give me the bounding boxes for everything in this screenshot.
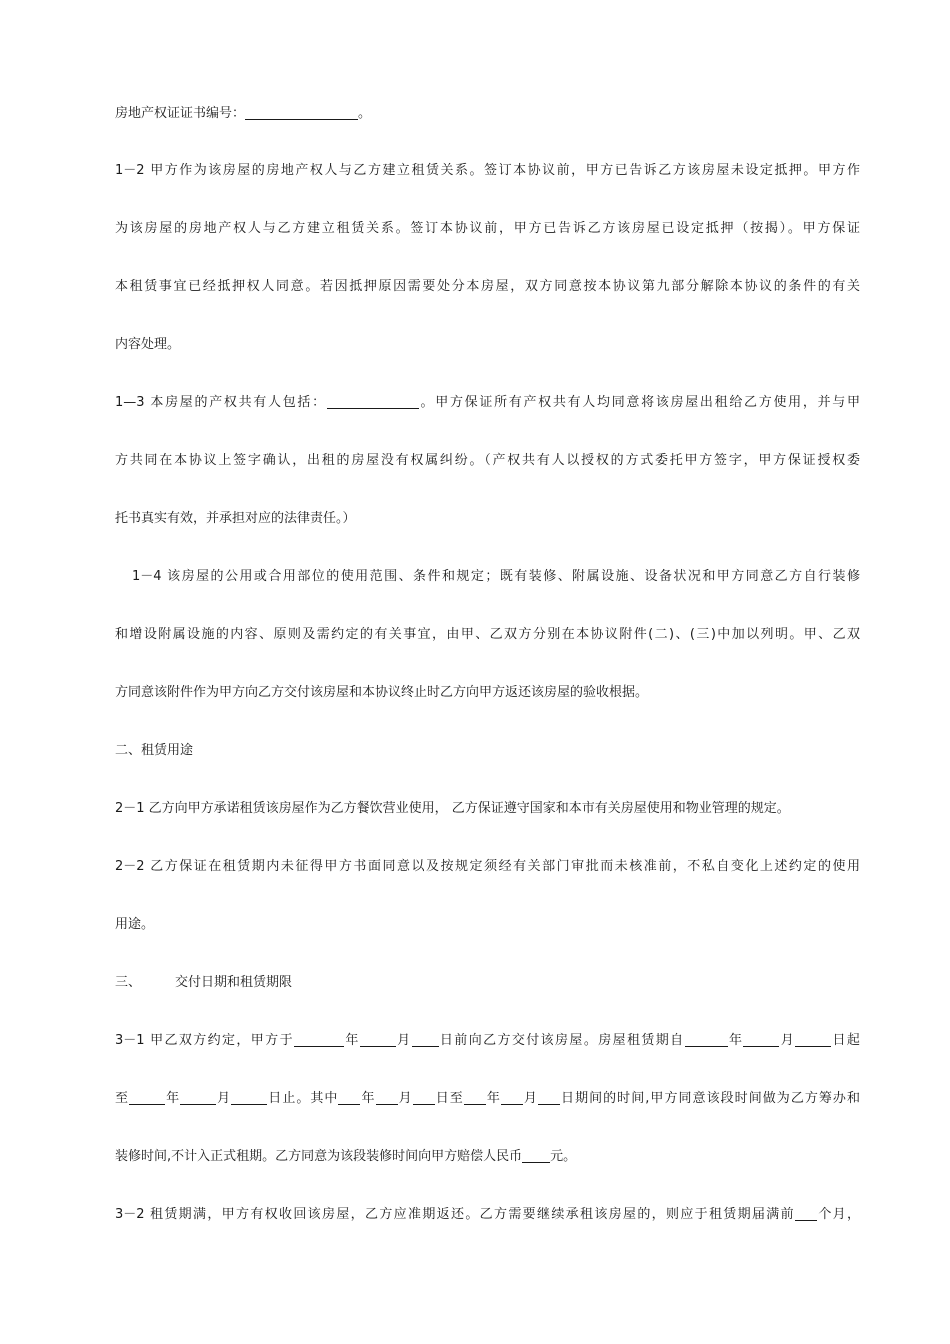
text-segment: 和增设附属设施的内容、原则及需约定的有关事宜，由甲、乙双方分别在本协议附件(二)、(三)中加以列明。甲、乙双 — [115, 627, 860, 642]
text-segment: 三、 — [115, 975, 142, 990]
clause-1-2-line-1 — [115, 161, 860, 181]
text-segment: 装修时间,不计入正式租期。乙方同意为该段装修时间向甲方赔偿人民币 — [115, 1149, 523, 1164]
clause-1-4-line-1 — [132, 567, 860, 587]
text-segment: 方同意该附件作为甲方向乙方交付该房屋和本协议终止时乙方向甲方返还该房屋的验收根据。 — [115, 685, 649, 700]
blank-field[interactable] — [743, 1032, 779, 1047]
clause-1-2-line-3 — [115, 277, 860, 297]
blank-field[interactable] — [360, 1032, 396, 1047]
blank-field[interactable] — [522, 1148, 550, 1163]
clause-2-1-line-1 — [115, 799, 860, 819]
clause-3-2-line-1 — [115, 1205, 860, 1225]
text-segment: 年 — [727, 1033, 744, 1048]
text-segment: 元。 — [550, 1149, 577, 1164]
blank-field[interactable] — [795, 1032, 831, 1047]
text-segment: 。 — [358, 106, 372, 121]
blank-field[interactable] — [338, 1090, 360, 1105]
blank-field[interactable] — [412, 1032, 439, 1047]
text-segment: 年 — [360, 1091, 376, 1106]
text-segment: 本租赁事宜已经抵押权人同意。若因抵押原因需要处分本房屋，双方同意按本协议第九部分解除本协议的条件的有关 — [115, 279, 860, 294]
text-segment: 月 — [522, 1091, 538, 1106]
text-segment: 月 — [397, 1091, 413, 1106]
text-segment: 年 — [165, 1091, 181, 1106]
text-segment: 日至 — [434, 1091, 464, 1106]
clause-2-2-line-1 — [115, 857, 860, 877]
text-segment: 。甲方保证所有产权共有人均同意将该房屋出租给乙方使用，并与甲 — [418, 395, 860, 410]
blank-field[interactable] — [129, 1090, 165, 1105]
section-2-heading — [115, 741, 860, 761]
text-segment: 至 — [115, 1091, 130, 1106]
blank-field[interactable] — [795, 1206, 817, 1221]
text-segment: 月 — [779, 1033, 796, 1048]
clause-1-3-line-3 — [115, 509, 860, 529]
text-segment: 交付日期和租赁期限 — [175, 975, 293, 990]
text-segment: 1－4 该房屋的公用或合用部位的使用范围、条件和规定；既有装修、附属设施、设备状况和甲方同意乙方自行装修 — [132, 569, 860, 584]
text-segment: 内容处理。 — [115, 337, 181, 352]
text-segment: 年 — [343, 1033, 360, 1048]
text-segment: 日前向乙方交付该房屋。房屋租赁期自 — [438, 1033, 685, 1048]
text-segment: 日起 — [831, 1033, 860, 1048]
clause-1-2-line-2 — [115, 219, 860, 239]
blank-field[interactable] — [294, 1032, 344, 1047]
text-segment: 3－2 租赁期满，甲方有权收回该房屋，乙方应准期返还。乙方需要继续承租该房屋的，则应于租赁期届满前 — [115, 1207, 795, 1222]
blank-field[interactable] — [327, 394, 419, 409]
clause-1-3-line-1 — [115, 393, 860, 413]
blank-field[interactable] — [413, 1090, 435, 1105]
text-segment: 2－2 乙方保证在租赁期内未征得甲方书面同意以及按规定须经有关部门审批而未核准前，不私自变化上述约定的使用 — [115, 859, 860, 874]
text-segment: 房地产权证证书编号： — [115, 106, 246, 121]
clause-3-1-line-3 — [115, 1147, 860, 1167]
clause-1-2-line-4 — [115, 335, 860, 355]
blank-field[interactable] — [245, 105, 358, 120]
clause-1-4-line-3 — [115, 683, 860, 703]
text-segment: 年 — [485, 1091, 501, 1106]
text-segment: 日期间的时间,甲方同意该段时间做为乙方筹办和 — [559, 1091, 860, 1106]
text-segment: 月 — [216, 1091, 232, 1106]
text-segment: 月 — [395, 1033, 412, 1048]
blank-field[interactable] — [538, 1090, 560, 1105]
property-certificate-line — [115, 104, 860, 124]
section-3-heading — [115, 973, 860, 993]
text-segment: 托书真实有效，并承担对应的法律责任。） — [115, 511, 356, 526]
clause-2-2-line-2 — [115, 915, 860, 935]
blank-field[interactable] — [376, 1090, 398, 1105]
text-segment: 2－1 乙方向甲方承诺租赁该房屋作为乙方餐饮营业使用， 乙方保证遵守国家和本市有关房屋使用和物业管理的规定。 — [115, 801, 790, 816]
clause-1-4-line-2 — [115, 625, 860, 645]
blank-field[interactable] — [180, 1090, 216, 1105]
text-segment: 1－2 甲方作为该房屋的房地产权人与乙方建立租赁关系。签订本协议前，甲方已告诉乙方该房屋未设定抵押。甲方作 — [115, 163, 860, 178]
blank-field[interactable] — [464, 1090, 486, 1105]
clause-3-1-line-2 — [115, 1089, 860, 1109]
text-segment: 日止。其中 — [267, 1091, 339, 1106]
clause-1-3-line-2 — [115, 451, 860, 471]
blank-field[interactable] — [501, 1090, 523, 1105]
text-segment: 1—3 本房屋的产权共有人包括： — [115, 395, 327, 410]
blank-field[interactable] — [685, 1032, 728, 1047]
text-segment: 个月， — [816, 1207, 860, 1222]
text-segment: 3－1 甲乙双方约定，甲方于 — [115, 1033, 294, 1048]
clause-3-1-line-1 — [115, 1031, 860, 1051]
blank-field[interactable] — [231, 1090, 267, 1105]
text-segment: 方共同在本协议上签字确认，出租的房屋没有权属纠纷。（产权共有人以授权的方式委托甲方签字，甲方保证授权委 — [115, 453, 860, 468]
text-segment: 用途。 — [115, 917, 155, 932]
text-segment: 二、租赁用途 — [115, 743, 194, 758]
text-segment: 为该房屋的房地产权人与乙方建立租赁关系。签订本协议前，甲方已告诉乙方该房屋已设定抵押（按揭）。甲方保证 — [115, 221, 860, 236]
